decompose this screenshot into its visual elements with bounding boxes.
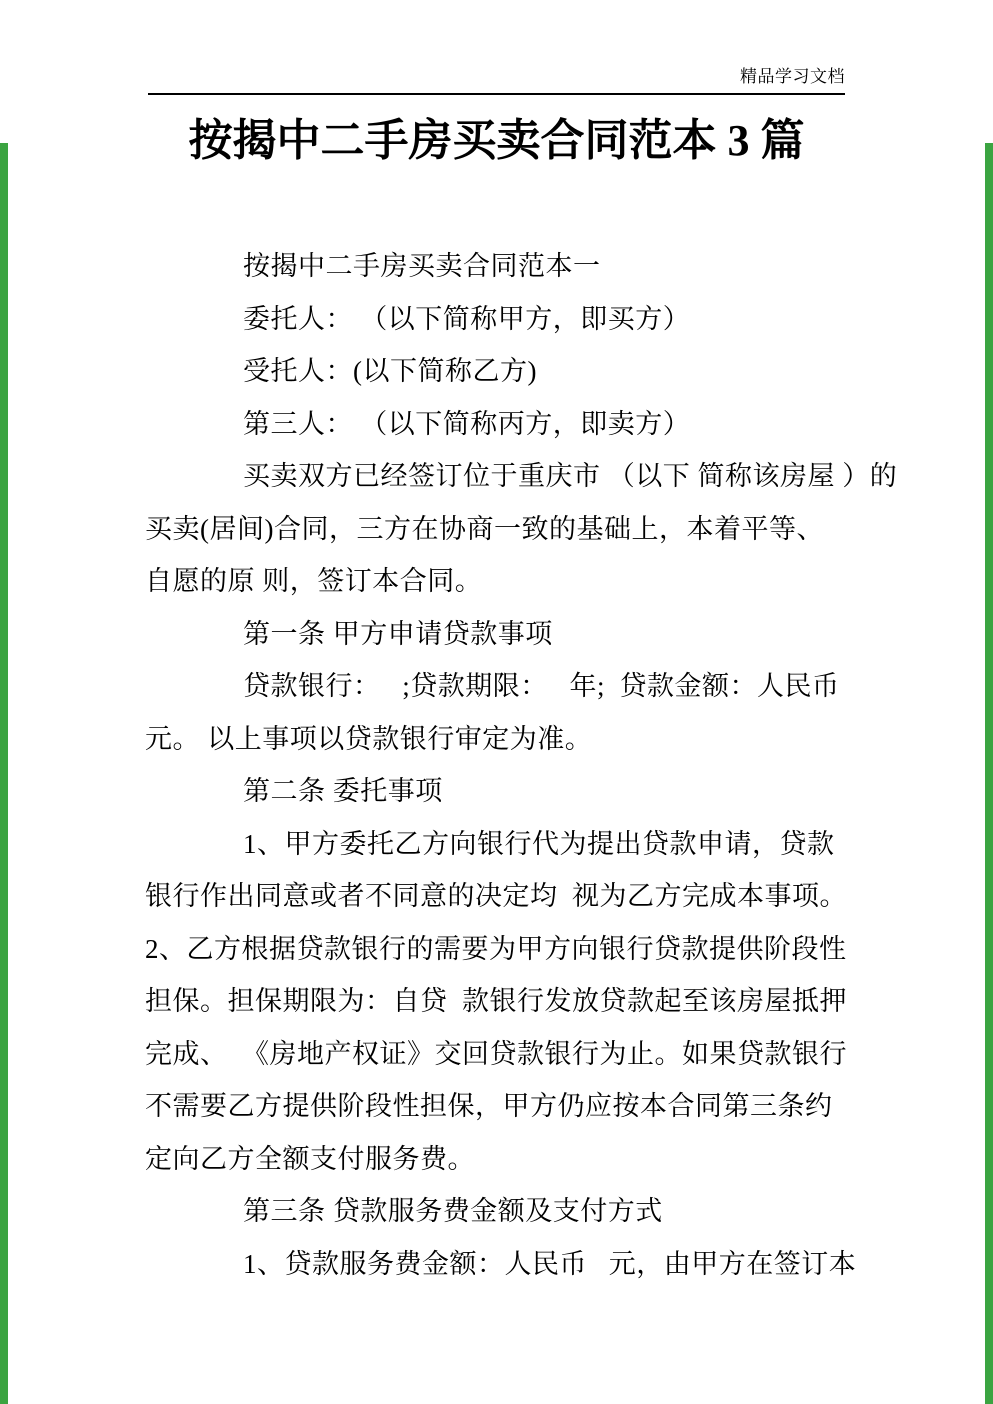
- doc-line: 2、乙方根据贷款银行的需要为甲方向银行贷款提供阶段性: [145, 933, 847, 964]
- right-edge-green-bar: [985, 143, 993, 1404]
- doc-line: 自愿的原 则，签订本合同。: [145, 566, 483, 596]
- left-edge-green-bar: [0, 143, 8, 1404]
- doc-line: 第三条 贷款服务费金额及支付方式: [243, 1196, 663, 1226]
- page-title: 按揭中二手房买卖合同范本 3 篇: [188, 116, 805, 165]
- header-watermark: 精品学习文档: [740, 67, 845, 86]
- document-body: [145, 240, 898, 1290]
- doc-line: 银行作出同意或者不同意的决定均 视为乙方完成本事项。: [145, 881, 847, 911]
- doc-line: 贷款银行： ;贷款期限： 年; 贷款金额：人民币: [243, 671, 840, 701]
- doc-line: 买卖双方已经签订位于重庆市 （以下 简称该房屋 ）的: [243, 461, 898, 491]
- doc-line: 不需要乙方提供阶段性担保，甲方仍应按本合同第三条约: [145, 1091, 833, 1121]
- doc-line: 完成、 《房地产权证》交回贷款银行为止。如果贷款银行: [145, 1038, 847, 1069]
- doc-line: 受托人：(以下简称乙方): [243, 356, 537, 386]
- doc-line: 委托人： （以下简称甲方，即买方）: [243, 303, 691, 334]
- doc-line: 第三人： （以下简称丙方，即卖方）: [243, 408, 691, 439]
- doc-line: 担保。担保期限为：自贷 款银行发放贷款起至该房屋抵押: [145, 986, 847, 1016]
- header-rule: [148, 93, 845, 95]
- doc-line: 定向乙方全额支付服务费。: [145, 1143, 475, 1174]
- doc-line: 元。 以上事项以贷款银行审定为准。: [145, 723, 593, 754]
- doc-line: 第一条 甲方申请贷款事项: [243, 618, 553, 649]
- doc-line: 第二条 委托事项: [243, 776, 443, 806]
- doc-line: 按揭中二手房买卖合同范本一: [243, 251, 601, 281]
- doc-line: 1、甲方委托乙方向银行代为提出贷款申请，贷款: [243, 828, 835, 859]
- doc-line: 买卖(居间)合同，三方在协商一致的基础上，本着平等、: [145, 513, 824, 544]
- doc-line: 1、贷款服务费金额：人民币 元，由甲方在签订本: [243, 1248, 857, 1279]
